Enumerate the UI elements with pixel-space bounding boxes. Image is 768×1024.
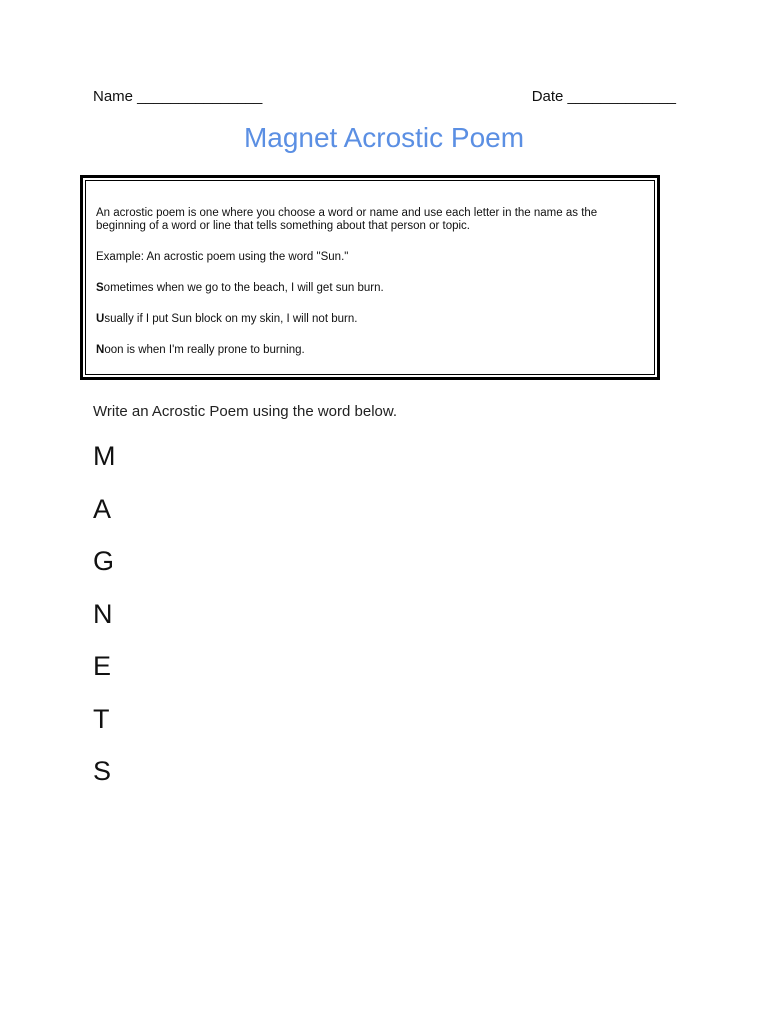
acrostic-letter: E [93,651,112,681]
acrostic-letter: N [93,598,113,629]
instruction-text: Write an Acrostic Poem using the word below. [93,403,398,420]
acrostic-letter: S [93,756,112,786]
page-title: Magnet Acrostic Poem [243,122,525,153]
name-field-line[interactable]: Name _______________ [93,88,263,105]
example-line [96,313,644,326]
example-line-initial: N [96,344,105,356]
example-line-rest: oon is when I'm really prone to burning. [104,344,305,356]
example-text: Example: An acrostic poem using the word "Sun." [96,251,349,263]
example-line-initial: S [96,282,104,294]
acrostic-letters [93,440,116,808]
header-row [93,88,676,108]
intro-text: An acrostic poem is one where you choose a word or name and use each letter in the name as the beginning of a word or line that tells something about that person or topic. [96,207,598,232]
info-box [80,175,660,380]
acrostic-letter: T [93,703,110,734]
example-line-rest: sually if I put Sun block on my skin, I will not burn. [104,313,358,325]
example-line [96,282,644,295]
acrostic-letter: A [93,493,112,524]
info-box-inner [85,180,655,375]
example-line-rest: ometimes when we go to the beach, I will get sun burn. [103,282,384,294]
example-line-initial: U [96,313,105,325]
example-line [96,344,644,357]
acrostic-letter: G [93,546,115,576]
date-field-line[interactable]: Date _____________ [531,88,676,105]
acrostic-letter: M [93,441,116,471]
